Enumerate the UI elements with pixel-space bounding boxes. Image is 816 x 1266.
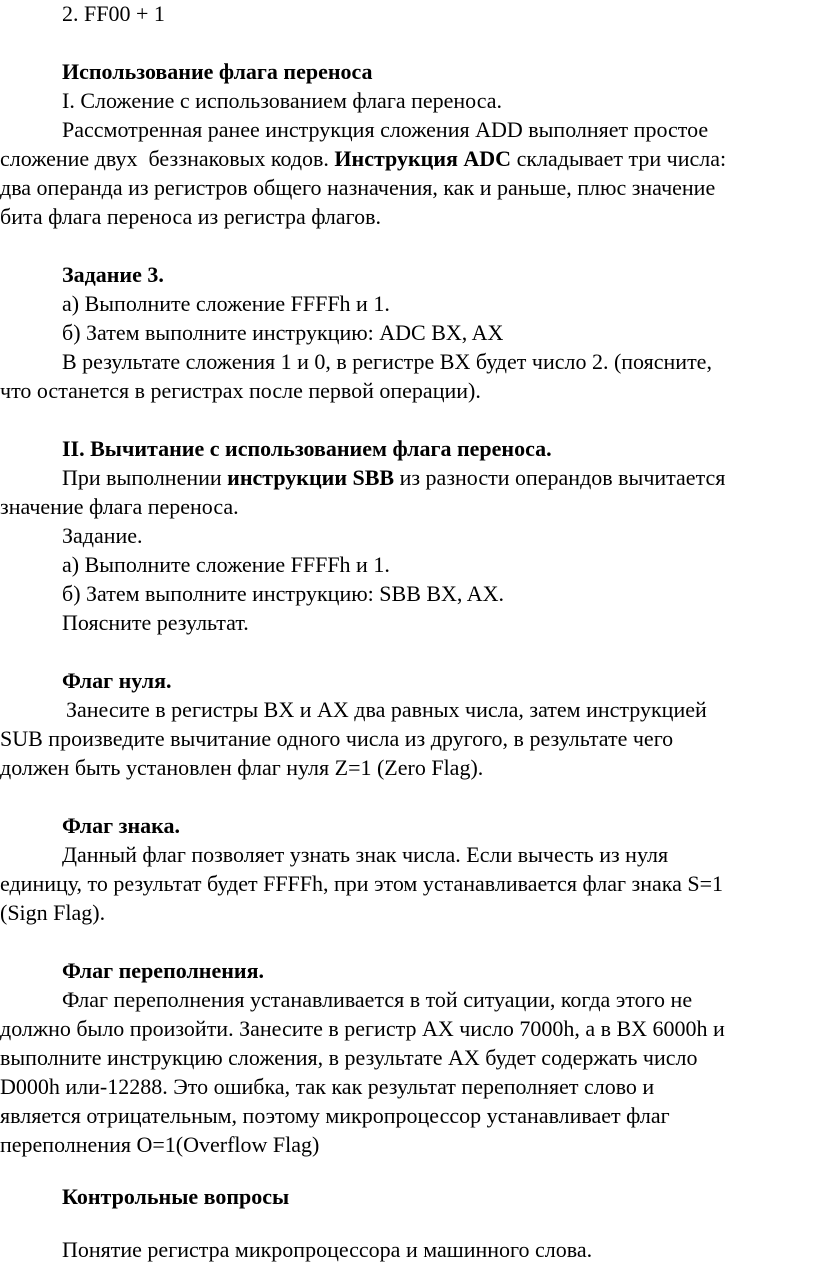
subtraction-paragraph-line: При выполнении инструкции SBB из разности операндов вычитается bbox=[62, 465, 726, 490]
sbb-instruction-term: инструкции SBB bbox=[227, 465, 395, 490]
task3-item-a: а) Выполните сложение FFFFh и 1. bbox=[62, 291, 390, 316]
carry-paragraph-line: два операнда из регистров общего назначения, как и раньше, плюс значение bbox=[0, 175, 716, 200]
carry-paragraph-line: Рассмотренная ранее инструкция сложения ADD выполняет простое bbox=[62, 117, 709, 142]
subtraction-task-label: Задание. bbox=[62, 523, 143, 548]
subtraction-heading: II. Вычитание с использованием флага переноса. bbox=[62, 436, 552, 461]
sign-flag-heading: Флаг знака. bbox=[62, 813, 180, 838]
carry-subheading: I. Сложение с использованием флага переноса. bbox=[62, 88, 503, 113]
task3-result-line: что останется в регистрах после первой операции). bbox=[0, 378, 481, 403]
zero-flag-heading: Флаг нуля. bbox=[62, 668, 172, 693]
task3-heading: Задание 3. bbox=[62, 262, 164, 287]
zero-flag-line: должен быть установлен флаг нуля Z=1 (Zero Flag). bbox=[0, 755, 484, 780]
overflow-flag-line: является отрицательным, поэтому микропроцессор устанавливает флаг bbox=[0, 1103, 670, 1128]
carry-heading: Использование флага переноса bbox=[62, 59, 373, 84]
overflow-flag-line: D000h или-12288. Это ошибка, так как результат переполняет слово и bbox=[0, 1074, 655, 1099]
zero-flag-line: SUB произведите вычитание одного числа из другого, в результате чего bbox=[0, 726, 674, 751]
overflow-flag-line: Флаг переполнения устанавливается в той ситуации, когда этого не bbox=[62, 987, 693, 1012]
carry-paragraph-line: бита флага переноса из регистра флагов. bbox=[0, 204, 382, 229]
overflow-flag-line: переполнения O=1(Overflow Flag) bbox=[0, 1132, 320, 1157]
sign-flag-line: единицу, то результат будет FFFFh, при этом устанавливается флаг знака S=1 bbox=[0, 871, 724, 896]
subtraction-explain: Поясните результат. bbox=[62, 610, 249, 635]
question-item: Понятие регистра микропроцессора и машинного слова. bbox=[62, 1237, 593, 1262]
questions-heading: Контрольные вопросы bbox=[62, 1184, 290, 1209]
overflow-flag-line: выполните инструкцию сложения, в результате AX будет содержать число bbox=[0, 1045, 698, 1070]
carry-paragraph-line: сложение двух беззнаковых кодов. Инструкция ADC складывает три числа: bbox=[0, 146, 727, 171]
subtraction-item-a: а) Выполните сложение FFFFh и 1. bbox=[62, 552, 390, 577]
top-line: 2. FF00 + 1 bbox=[62, 1, 165, 26]
subtraction-item-b: б) Затем выполните инструкцию: SBB BX, AX. bbox=[62, 581, 504, 606]
overflow-flag-line: должно было произойти. Занесите в регистр AX число 7000h, а в BX 6000h и bbox=[0, 1016, 725, 1041]
sign-flag-line: (Sign Flag). bbox=[0, 900, 106, 925]
task3-result-line: В результате сложения 1 и 0, в регистре BX будет число 2. (поясните, bbox=[62, 349, 712, 374]
adc-instruction-term: Инструкция ADC bbox=[334, 146, 512, 171]
overflow-flag-heading: Флаг переполнения. bbox=[62, 958, 264, 983]
subtraction-paragraph-line: значение флага переноса. bbox=[0, 494, 239, 519]
task3-item-b: б) Затем выполните инструкцию: ADC BX, AX bbox=[62, 320, 504, 345]
zero-flag-line: Занесите в регистры BX и AX два равных числа, затем инструкцией bbox=[66, 697, 707, 722]
sign-flag-line: Данный флаг позволяет узнать знак числа. Если вычесть из нуля bbox=[62, 842, 669, 867]
